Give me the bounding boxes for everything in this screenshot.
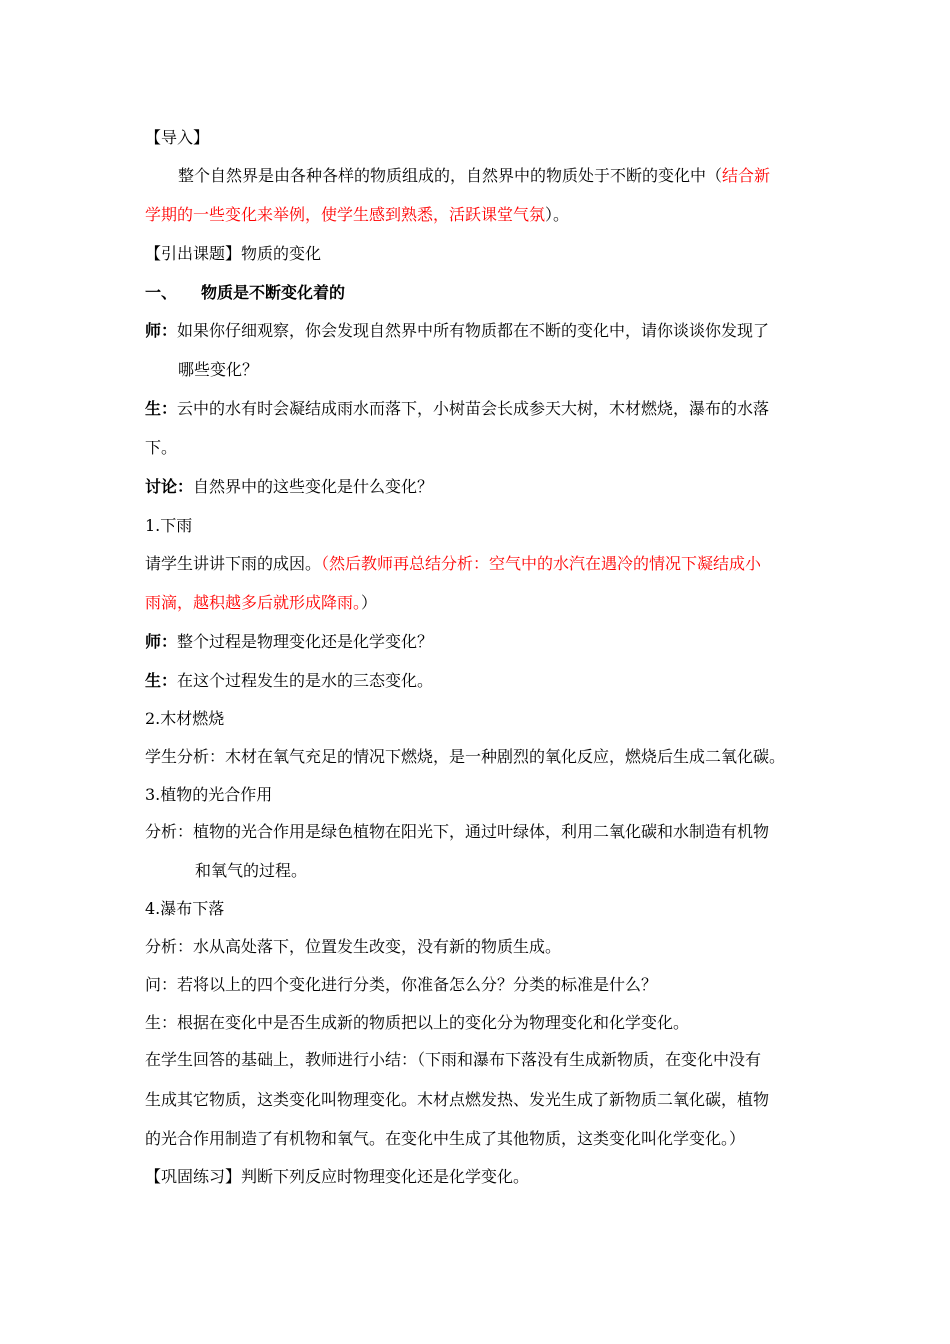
classification-answer: 生：根据在变化中是否生成新的物质把以上的变化分为物理变化和化学变化。: [145, 1013, 690, 1032]
discussion-line: 讨论：自然界中的这些变化是什么变化？: [145, 477, 434, 496]
intro-paragraph-line-2: 学期的一些变化来举例，使学生感到熟悉，活跃课堂气氛）。: [145, 205, 570, 224]
teaching-note: （然后教师再总结分析：空气中的水汽在遇冷的情况下凝结成小: [321, 554, 762, 573]
speaker-label: 生：: [145, 399, 178, 418]
photosynthesis-analysis-line-1: 分析：植物的光合作用是绿色植物在阳光下，通过叶绿体，利用二氧化碳和水制造有机物: [145, 822, 770, 841]
section-one-heading: 一、 物质是不断变化着的: [145, 283, 346, 302]
topic-heading: 【引出课题】物质的变化: [145, 244, 322, 263]
teaching-note: 雨滴，越积越多后就形成降雨。: [145, 593, 362, 612]
waterfall-analysis: 分析：水从高处落下，位置发生改变，没有新的物质生成。: [145, 937, 562, 956]
student-answer-line-2: 下。: [145, 438, 178, 457]
rain-paragraph-line-2: 雨滴，越积越多后就形成降雨。）: [145, 593, 378, 612]
item-2-heading: 2.木材燃烧: [145, 709, 225, 728]
teaching-note: 学期的一些变化来举例，使学生感到熟悉，活跃课堂气氛: [145, 205, 546, 224]
section-intro-heading: 【导入】: [145, 128, 210, 147]
summary-line-3: 的光合作用制造了有机物和氧气。在变化中生成了其他物质，这类变化叫化学变化。）: [145, 1129, 746, 1148]
item-4-heading: 4.瀑布下落: [145, 899, 225, 918]
speaker-label: 师：: [145, 632, 178, 651]
speaker-label: 生：: [145, 671, 178, 690]
item-3-heading: 3.植物的光合作用: [145, 785, 273, 804]
intro-paragraph-line-1: 整个自然界是由各种各样的物质组成的，自然界中的物质处于不断的变化中（结合新: [178, 166, 771, 185]
wood-burning-analysis: 学生分析：木材在氧气充足的情况下燃烧，是一种剧烈的氧化反应，燃烧后生成二氧化碳。: [145, 747, 786, 766]
practice-heading: 【巩固练习】判断下列反应时物理变化还是化学变化。: [145, 1167, 530, 1186]
summary-line-2: 生成其它物质，这类变化叫物理变化。木材点燃发热、发光生成了新物质二氧化碳，植物: [145, 1090, 770, 1109]
teacher-question-line-2: 哪些变化？: [178, 360, 259, 379]
teacher-question-line-1: 师：如果你仔细观察，你会发现自然界中所有物质都在不断的变化中，请你谈谈你发现了: [145, 321, 770, 340]
student-answer-2: 生：在这个过程发生的是水的三态变化。: [145, 671, 434, 690]
speaker-label: 师：: [145, 321, 178, 340]
speaker-label: 讨论：: [145, 477, 194, 496]
teacher-question-2: 师：整个过程是物理变化还是化学变化？: [145, 632, 434, 651]
summary-line-1: 在学生回答的基础上，教师进行小结：（下雨和瀑布下落没有生成新物质，在变化中没有: [145, 1050, 762, 1069]
rain-paragraph-line-1: 请学生讲讲下雨的成因。（然后教师再总结分析：空气中的水汽在遇冷的情况下凝结成小: [145, 554, 762, 573]
teaching-note: 结合新: [722, 166, 771, 185]
item-1-heading: 1.下雨: [145, 516, 193, 535]
photosynthesis-analysis-line-2: 和氧气的过程。: [195, 861, 308, 880]
student-answer-line-1: 生：云中的水有时会凝结成雨水而落下，小树苗会长成参天大树，木材燃烧，瀑布的水落: [145, 399, 770, 418]
classification-question: 问：若将以上的四个变化进行分类，你准备怎么分？分类的标准是什么？: [145, 975, 658, 994]
